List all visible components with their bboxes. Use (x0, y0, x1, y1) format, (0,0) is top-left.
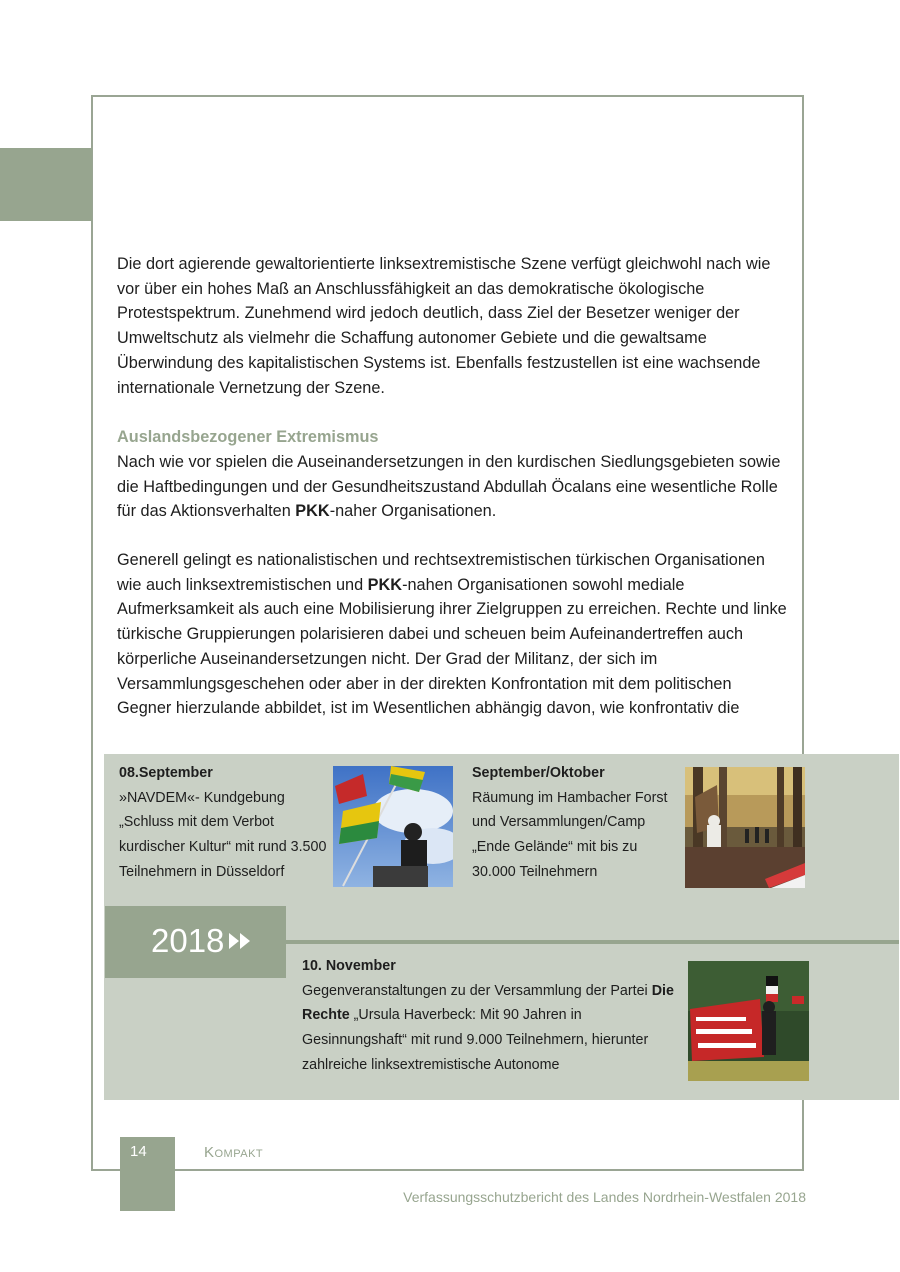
page-number: 14 (130, 1143, 147, 1160)
event-text: „Ursula Haverbeck: Mit 90 Jahren in Gesinnungshaft“ mit rund 9.000 Teilnehmern, hierunter zahlreiche linksextremistische Autonome (302, 1007, 649, 1073)
year-marker (105, 906, 286, 978)
event-photo-gegenveranstaltung (688, 961, 809, 1081)
event-photo-kundgebung (333, 766, 453, 887)
paragraph-text: Nach wie vor spielen die Auseinandersetzungen in den kurdischen Siedlungsgebieten sowie die Haftbedingungen und der Gesundheitszustand Abdullah Öcalans eine wesentliche Rolle für das Aktionsverhalten (117, 453, 781, 521)
paragraph-text: -naher Organisationen. (329, 502, 497, 521)
event-photo-hambacher-forst (685, 767, 805, 888)
timeline-event (472, 761, 684, 885)
event-description: Räumung im Hambacher Forst und Versammlungen/Camp „Ende Gelände“ mit bis zu 30.000 Teilnehmern (472, 789, 668, 880)
event-description (302, 979, 682, 1078)
publication-title: Verfassungsschutzbericht des Landes Nordrhein-Westfalen 2018 (403, 1189, 806, 1205)
section-label: Kompakt (204, 1144, 264, 1161)
paragraph-kurdisch (117, 450, 789, 524)
section-heading: Auslandsbezogener Extremismus (117, 428, 379, 446)
paragraph-text: Generell gelingt es nationalistischen und rechtsextremistischen türkischen Organisationen wie auch linksextremistischen und (117, 551, 765, 594)
side-tab (0, 148, 92, 221)
event-description: »NAVDEM«- Kundgebung „Schluss mit dem Verbot kurdischer Kultur“ mit rund 3.500 Teilnehmern in Düsseldorf (119, 789, 327, 880)
event-date: 10. November (302, 958, 396, 974)
timeline-line (286, 940, 899, 944)
party-name: Die Rechte (302, 982, 674, 1024)
timeline-event (119, 761, 331, 885)
double-chevron-right-icon (228, 932, 252, 950)
event-date: September/Oktober (472, 765, 605, 781)
page-number-box (120, 1137, 175, 1211)
year-label: 2018 (151, 922, 225, 959)
paragraph-szene: Die dort agierende gewaltorientierte linksextremistische Szene verfügt gleichwohl nach wie vor über ein hohes Maß an Anschlussfähigkeit an das demokratische ökologische Protestspektrum. Zunehmend wird jedoch deutlich, dass Ziel der Besetzer weniger der Umweltschutz als vielmehr die Schaffung autonomer Gebiete und die gewaltsame Überwindung des kapitalistischen Systems ist. Ebenfalls festzustellen ist eine wachsende internationale Vernetzung der Szene. (117, 255, 771, 397)
bold-term: PKK (295, 502, 330, 521)
paragraph-text: -nahen Organisationen sowohl mediale Aufmerksamkeit als auch eine Mobilisierung ihrer Zielgruppen zu erreichen. Rechte und linke türkische Gruppierungen polarisieren dabei und scheuen beim Aufeinandertreffen auch körperliche Auseinandersetzungen nicht. Der Grad der Militanz, der sich im Versammlungsgeschehen oder aber in der direkten Konfrontation mit dem politischen Gegner hierzulande abbildet, ist im Wesentlichen abhängig davon, wie konfrontativ die (117, 575, 787, 718)
timeline-event (302, 954, 682, 1078)
event-date: 08.September (119, 765, 213, 781)
event-text: Gegenveranstaltungen zu der Versammlung der Partei (302, 982, 652, 999)
paragraph-tuerkisch (117, 548, 789, 721)
bold-term: PKK (367, 575, 403, 594)
